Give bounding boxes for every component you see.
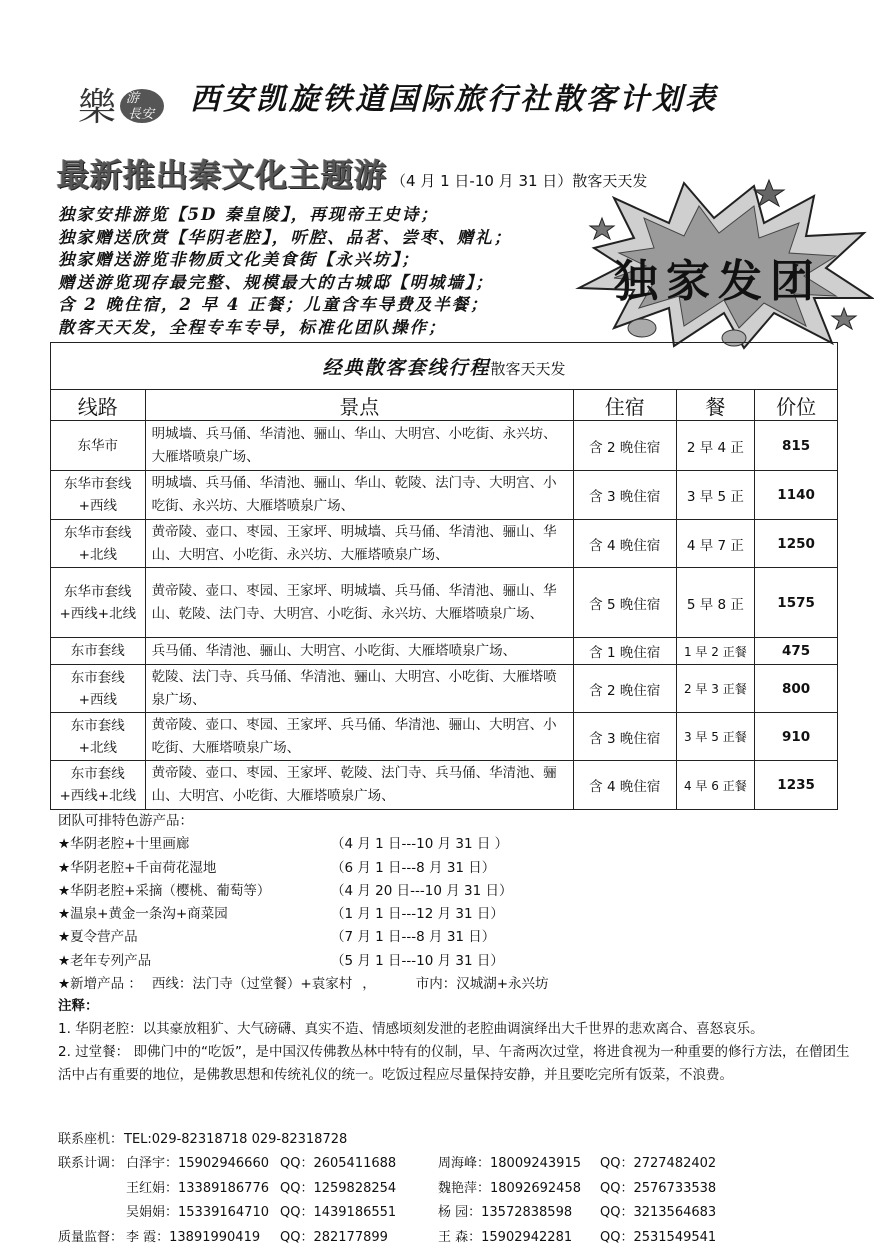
column-header: 线路 [51,390,146,421]
spots-cell: 黄帝陵、壶口、枣园、王家坪、乾陵、法门寺、兵马俑、华清池、骊山、大明宫、小吃街、大雁塔喷泉广场、 [145,761,573,810]
contact-name: 吴娟娟：15339164710 [126,1205,269,1221]
stay-cell: 含 3 晚住宿 [573,471,676,520]
feature-item: 含 2 晚住宿，2 早 4 正餐；儿童含车导费及半餐； [58,295,489,315]
exclusive-badge: 独家发团 [614,256,822,307]
contact-qq: QQ：282177899 [280,1229,388,1245]
list-item [58,833,559,856]
route-cell: 东市套线 +西线+北线 [51,761,146,810]
contact-name: 魏艳萍：18092692458 [438,1180,581,1196]
feature-item: 独家赠送游览非物质文化美食街【永兴坊】； [58,250,420,270]
meal-cell: 3 早 5 正餐 [676,713,755,761]
price-cell: 910 [755,713,838,761]
stay-cell: 含 4 晚住宿 [573,520,676,568]
price-cell: 800 [755,665,838,713]
table-row [51,761,838,810]
stay-cell: 含 2 晚住宿 [573,665,676,713]
meal-cell: 2 早 4 正 [676,421,755,471]
travel-logo-icon [74,72,166,142]
contact-qq: QQ：2531549541 [600,1229,717,1245]
list-item [58,880,559,903]
new-products-label: ★新增产品 ： [58,976,142,993]
theme-date: （4 月 1 日-10 月 31 日） [391,172,573,190]
product-name: ★老年专列产品 [58,952,152,969]
price-cell: 475 [755,638,838,665]
product-name: ★华阴老腔+十里画廊 [58,836,190,853]
contact-name: 王红娟：13389186776 [126,1180,269,1196]
route-table [50,342,838,810]
feature-item: 独家赠送欣赏【华阴老腔】，听腔、品茗、尝枣、赠礼； [58,227,513,247]
meal-cell: 3 早 5 正 [676,471,755,520]
price-cell: 1235 [755,761,838,810]
planner-label: 联系计调： [58,1156,124,1172]
svg-text:長安: 長安 [128,107,155,122]
table-row [51,520,838,568]
star-icon [832,308,856,329]
column-header: 餐 [676,390,755,421]
stay-cell: 含 2 晚住宿 [573,421,676,471]
contact-qq: QQ：2727482402 [600,1156,717,1172]
list-item [58,903,559,926]
table-row [51,665,838,713]
price-cell: 1575 [755,568,838,638]
column-header: 价位 [755,390,838,421]
product-period: （7 月 1 日---8 月 31 日） [331,929,496,946]
theme-subtitle [57,150,647,196]
stay-cell: 含 5 晚住宿 [573,568,676,638]
meal-cell: 4 早 7 正 [676,520,755,568]
note-item: 1. 华阴老腔：以其豪放粗犷、大气磅礴、真实不造、情感顷刻发泄的老腔曲调演绎出大千世界的悲欢离合、喜怒哀乐。 [58,1021,764,1037]
theme-daily: 散客天天发 [572,172,648,190]
notes-heading: 注释： [58,998,99,1014]
landline-number: TEL:029-82318718 029-82318728 [124,1132,348,1147]
column-header: 景点 [145,390,573,421]
theme-title: 最新推出秦文化主题游 [57,156,388,194]
contact-qq: QQ：1439186551 [280,1205,397,1221]
special-products-heading: 团队可排特色游产品： [58,813,193,829]
spots-cell: 黄帝陵、壶口、枣园、王家坪、明城墙、兵马俑、华清池、骊山、华山、大明宫、小吃街、永兴坊、大雁塔喷泉广场、 [145,520,573,568]
spots-cell: 明城墙、兵马俑、华清池、骊山、华山、大明宫、小吃街、永兴坊、大雁塔喷泉广场、 [145,421,573,471]
meal-cell: 1 早 2 正餐 [676,638,755,665]
route-cell: 东华市套线 +北线 [51,520,146,568]
list-item [58,857,559,880]
stay-cell: 含 3 晚住宿 [573,713,676,761]
spots-cell: 黄帝陵、壶口、枣园、王家坪、明城墙、兵马俑、华清池、骊山、华山、乾陵、法门寺、大明宫、小吃街、永兴坊、大雁塔喷泉广场、 [145,568,573,638]
route-cell: 东华市 [51,421,146,471]
list-item [58,950,559,973]
contact-qq: QQ：1259828254 [280,1180,397,1196]
table-row [51,638,838,665]
meal-cell: 5 早 8 正 [676,568,755,638]
landline-label: 联系座机： [58,1132,124,1147]
stay-cell: 含 4 晚住宿 [573,761,676,810]
column-header: 住宿 [573,390,676,421]
svg-text:游: 游 [126,91,140,106]
route-cell: 东华市套线 +西线 [51,471,146,520]
route-cell: 东华市套线 +西线+北线 [51,568,146,638]
qc-label: 质量监督： [58,1229,124,1245]
route-cell: 东市套线 [51,638,146,665]
list-item [58,926,559,949]
svg-text:樂: 樂 [78,85,117,129]
special-products [58,810,559,996]
route-cell: 东市套线 +西线 [51,665,146,713]
contact-name: 李 霞：13891990419 [126,1229,261,1245]
spots-cell: 乾陵、法门寺、兵马俑、华清池、骊山、大明宫、小吃街、大雁塔喷泉广场、 [145,665,573,713]
price-cell: 815 [755,421,838,471]
price-cell: 1250 [755,520,838,568]
new-sep: ， [362,976,376,993]
contact-qq: QQ：2576733538 [600,1180,717,1196]
product-period: （6 月 1 日---8 月 31 日） [331,859,496,876]
price-cell: 1140 [755,471,838,520]
table-title-row [51,343,838,390]
table-subtitle: 散客天天发 [490,359,566,378]
route-cell: 东市套线 +北线 [51,713,146,761]
feature-item: 赠送游览现存最完整、规模最大的古城邸【明城墙】； [58,272,494,292]
new-products [58,973,559,996]
stay-cell: 含 1 晚住宿 [573,638,676,665]
feature-item: 独家安排游览【5D 秦皇陵】，再现帝王史诗； [58,205,439,224]
product-name: ★夏令营产品 [58,929,138,946]
product-name: ★华阴老腔+采摘（樱桃、葡萄等） [58,882,271,899]
product-period: （1 月 1 日---12 月 31 日） [331,906,504,923]
feature-list [58,204,512,340]
table-header-row [51,390,838,421]
product-period: （5 月 1 日---10 月 31 日） [331,952,504,969]
contact-qq: QQ：3213564683 [600,1205,717,1221]
meal-cell: 2 早 3 正餐 [676,665,755,713]
star-icon [590,218,614,239]
contact-qq: QQ：2605411688 [280,1156,397,1172]
table-row [51,471,838,520]
page-title: 西安凯旋铁道国际旅行社散客计划表 [190,82,718,117]
contact-name: 王 森：15902942281 [438,1229,573,1245]
product-name: ★华阴老腔+千亩荷花湿地 [58,859,217,876]
product-name: ★温泉+黄金一条沟+商菜园 [58,906,228,923]
product-period: （4 月 20 日---10 月 31 日） [331,882,513,899]
spots-cell: 黄帝陵、壶口、枣园、王家坪、兵马俑、华清池、骊山、大明宫、小吃街、大雁塔喷泉广场、 [145,713,573,761]
spots-cell: 兵马俑、华清池、骊山、大明宫、小吃街、大雁塔喷泉广场、 [145,638,573,665]
table-title: 经典散客套线行程 [322,356,491,379]
contact-name: 周海峰：18009243915 [438,1156,581,1172]
notes [58,995,853,1087]
product-period: （4 月 1 日---10 月 31 日 ） [331,836,509,853]
new-city: 市内：汉城湖+永兴坊 [415,976,549,993]
meal-cell: 4 早 6 正餐 [676,761,755,810]
contact-name: 杨 园：13572838598 [438,1205,573,1221]
table-row [51,421,838,471]
feature-item: 散客天天发，全程专车专导，标准化团队操作； [58,317,447,337]
spots-cell: 明城墙、兵马俑、华清池、骊山、华山、乾陵、法门寺、大明宫、小吃街、永兴坊、大雁塔喷泉广场、 [145,471,573,520]
table-row [51,568,838,638]
table-row [51,713,838,761]
new-west: 西线：法门寺（过堂餐）+袁家村 [151,976,353,993]
note-item: 2. 过堂餐： 即佛门中的“吃饭”，是中国汉传佛教丛林中特有的仪制，早、午斋两次过堂，将进食视为一种重要的修行方法，在僧团生活中占有重要的地位，是佛教思想和传统礼仪的统一。吃饭过程应尽量保持安静，并且要吃完所有饭菜，不浪费。 [58,1044,850,1083]
contact-name: 白泽宇：15902946660 [126,1156,269,1172]
